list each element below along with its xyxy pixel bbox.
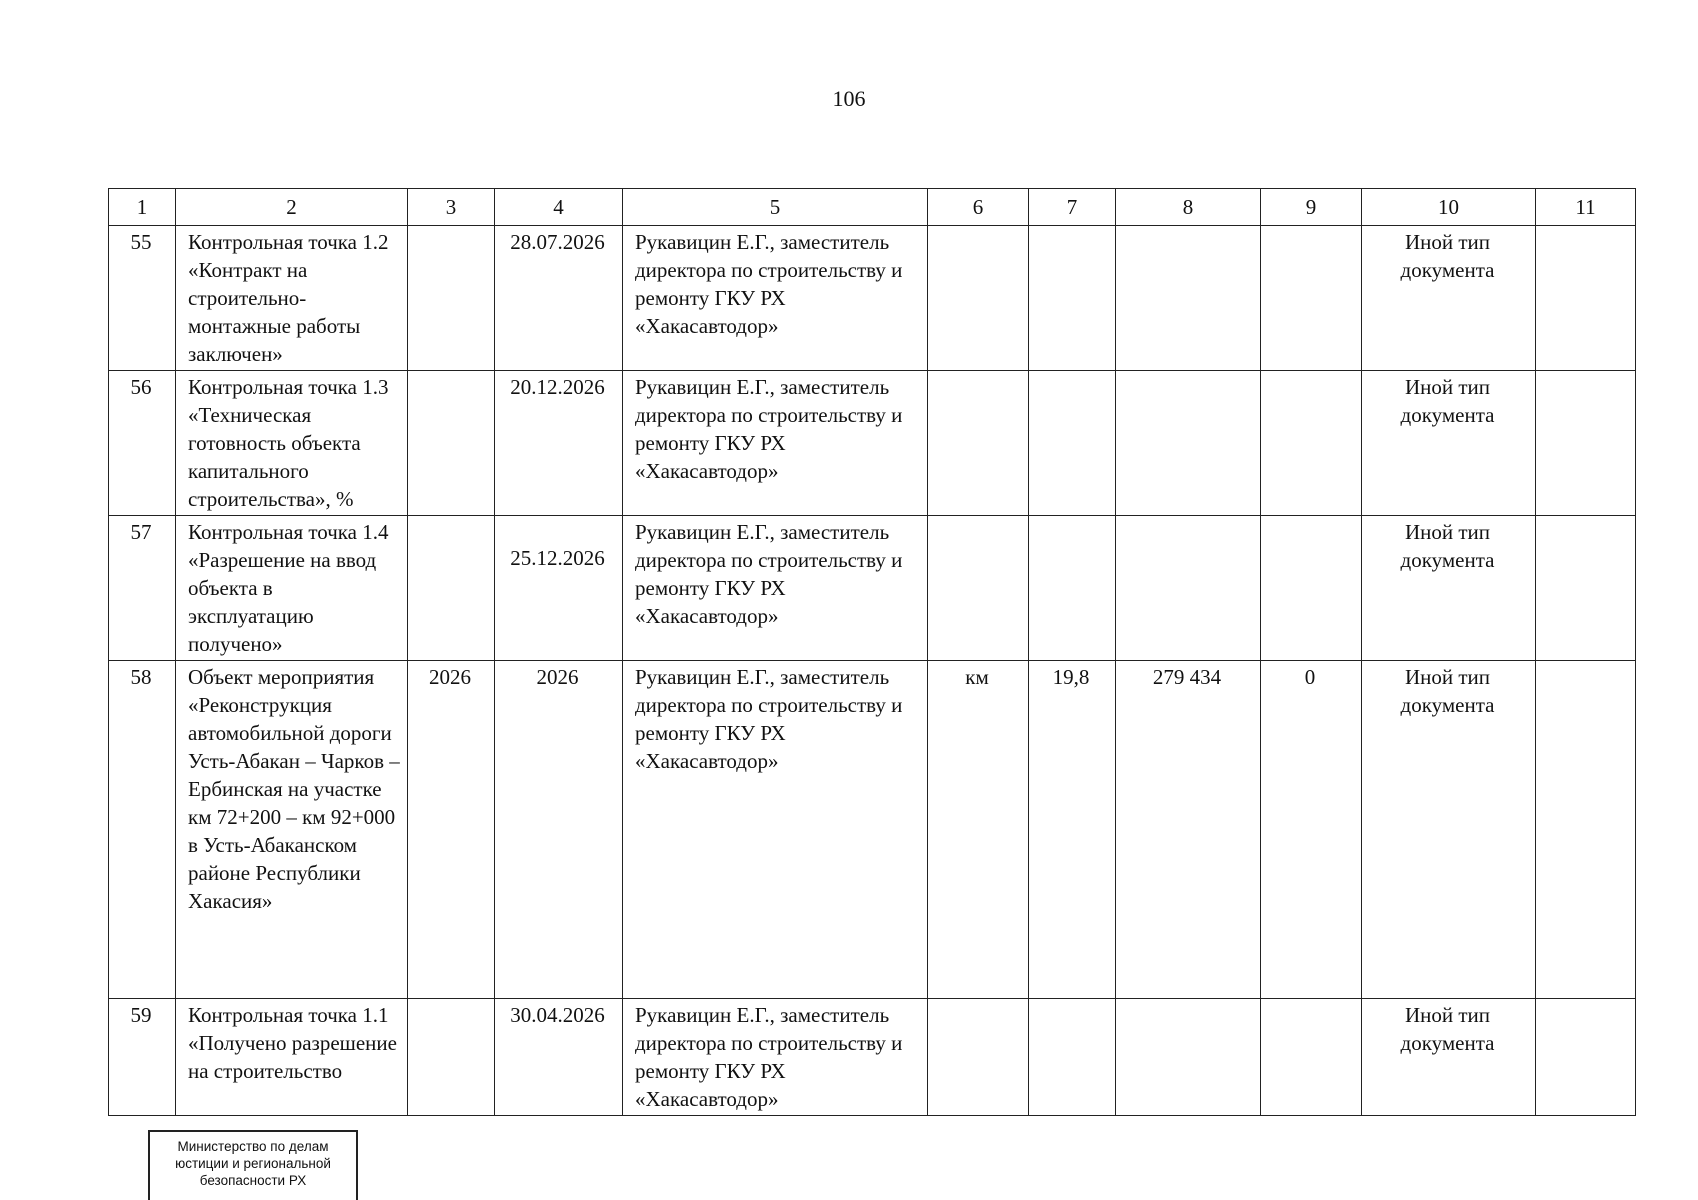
due-date: 20.12.2026 xyxy=(495,371,623,516)
amount xyxy=(1116,999,1261,1116)
page-number: 106 xyxy=(832,86,866,111)
due-date: 25.12.2026 xyxy=(495,516,623,661)
empty-cell xyxy=(1536,226,1636,371)
unit xyxy=(928,999,1029,1116)
empty-cell xyxy=(1536,999,1636,1116)
amount: 279 434 xyxy=(1116,661,1261,999)
start-year xyxy=(408,226,495,371)
empty-cell xyxy=(1536,661,1636,999)
unit xyxy=(928,226,1029,371)
item-name: Объект мероприятия «Реконструкция автомобильной дороги Усть-Абакан – Чарков – Ербинская на участке км 72+200 – км 92+000 в Усть-Абаканском районе Республики Хакасия» xyxy=(176,661,408,999)
stamp-line: Министерство по делам xyxy=(177,1139,329,1154)
table-row xyxy=(109,226,1636,371)
document-type: Иной тип документа xyxy=(1362,371,1536,516)
table-row xyxy=(109,661,1636,999)
stamp-line: безопасности РХ xyxy=(199,1173,307,1188)
amount-secondary xyxy=(1261,226,1362,371)
amount-secondary xyxy=(1261,999,1362,1116)
unit xyxy=(928,516,1029,661)
row-number: 55 xyxy=(109,226,176,371)
empty-cell xyxy=(1536,516,1636,661)
amount-secondary xyxy=(1261,371,1362,516)
column-header: 6 xyxy=(928,189,1029,226)
unit xyxy=(928,371,1029,516)
amount-secondary xyxy=(1261,516,1362,661)
document-type: Иной тип документа xyxy=(1362,999,1536,1116)
table-row xyxy=(109,516,1636,661)
start-year xyxy=(408,516,495,661)
amount xyxy=(1116,516,1261,661)
column-header: 8 xyxy=(1116,189,1261,226)
column-header: 9 xyxy=(1261,189,1362,226)
document-type: Иной тип документа xyxy=(1362,516,1536,661)
amount xyxy=(1116,226,1261,371)
due-date: 28.07.2026 xyxy=(495,226,623,371)
column-header: 10 xyxy=(1362,189,1536,226)
table-row xyxy=(109,999,1636,1116)
document-type: Иной тип документа xyxy=(1362,661,1536,999)
row-number: 58 xyxy=(109,661,176,999)
due-date: 2026 xyxy=(495,661,623,999)
value xyxy=(1029,999,1116,1116)
column-header: 3 xyxy=(408,189,495,226)
item-name: Контрольная точка 1.2 «Контракт на строительно-монтажные работы заключен» xyxy=(176,226,408,371)
start-year: 2026 xyxy=(408,661,495,999)
table-header-row xyxy=(109,189,1636,226)
amount-secondary: 0 xyxy=(1261,661,1362,999)
value: 19,8 xyxy=(1029,661,1116,999)
empty-cell xyxy=(1536,371,1636,516)
due-date: 30.04.2026 xyxy=(495,999,623,1116)
responsible-person: Рукавицин Е.Г., заместитель директора по строительству и ремонту ГКУ РХ «Хакасавтодор» xyxy=(623,661,928,999)
row-number: 56 xyxy=(109,371,176,516)
item-name: Контрольная точка 1.4 «Разрешение на ввод объекта в эксплуатацию получено» xyxy=(176,516,408,661)
item-name: Контрольная точка 1.1 «Получено разрешение на строительство xyxy=(176,999,408,1116)
column-header: 1 xyxy=(109,189,176,226)
row-number: 59 xyxy=(109,999,176,1116)
value xyxy=(1029,516,1116,661)
table-row xyxy=(109,371,1636,516)
unit: км xyxy=(928,661,1029,999)
start-year xyxy=(408,371,495,516)
row-number: 57 xyxy=(109,516,176,661)
responsible-person: Рукавицин Е.Г., заместитель директора по строительству и ремонту ГКУ РХ «Хакасавтодор» xyxy=(623,371,928,516)
item-name: Контрольная точка 1.3 «Техническая готовность объекта капитального строительства», % xyxy=(176,371,408,516)
responsible-person: Рукавицин Е.Г., заместитель директора по строительству и ремонту ГКУ РХ «Хакасавтодор» xyxy=(623,999,928,1116)
stamp-line: юстиции и региональной xyxy=(175,1156,331,1171)
value xyxy=(1029,226,1116,371)
column-header: 11 xyxy=(1536,189,1636,226)
amount xyxy=(1116,371,1261,516)
responsible-person: Рукавицин Е.Г., заместитель директора по строительству и ремонту ГКУ РХ «Хакасавтодор» xyxy=(623,226,928,371)
column-header: 2 xyxy=(176,189,408,226)
column-header: 5 xyxy=(623,189,928,226)
column-header: 4 xyxy=(495,189,623,226)
value xyxy=(1029,371,1116,516)
document-type: Иной тип документа xyxy=(1362,226,1536,371)
column-header: 7 xyxy=(1029,189,1116,226)
start-year xyxy=(408,999,495,1116)
ministry-stamp xyxy=(148,1130,358,1200)
responsible-person: Рукавицин Е.Г., заместитель директора по строительству и ремонту ГКУ РХ «Хакасавтодор» xyxy=(623,516,928,661)
plan-table xyxy=(108,188,1636,1116)
